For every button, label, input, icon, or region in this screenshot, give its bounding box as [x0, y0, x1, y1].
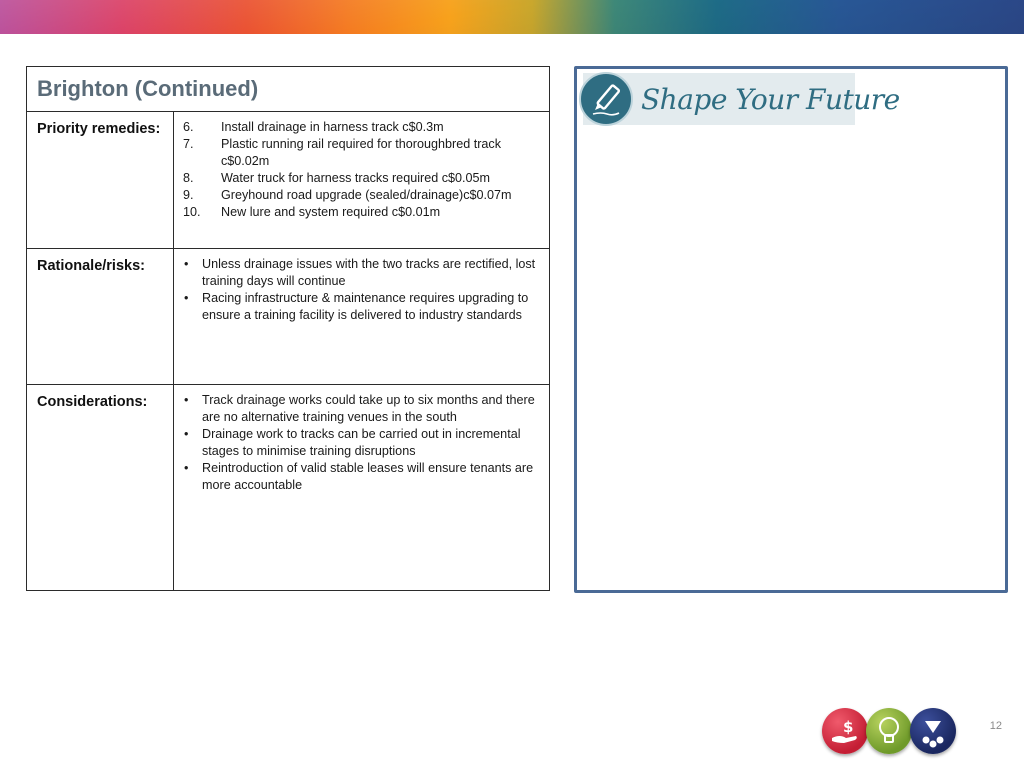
title-row: [27, 67, 549, 112]
row-label: Priority remedies:: [27, 112, 174, 248]
row-label: Considerations:: [27, 385, 174, 591]
page-title: Brighton (Continued): [37, 76, 259, 101]
list-item: 8. Water truck for harness tracks required c$0.05m: [183, 171, 491, 185]
list-item: 7. Plastic running rail required for thoroughbred track c$0.02m: [183, 137, 502, 168]
rationale-list: [183, 256, 539, 324]
shape-your-future-logo: [583, 73, 900, 125]
page-number: 12: [989, 720, 1002, 732]
list-item: • Reintroduction of valid stable leases will ensure tenants are more accountable: [184, 461, 534, 492]
lightbulb-icon: [866, 708, 912, 754]
list-item: • Unless drainage issues with the two tracks are rectified, lost training days will continue: [184, 257, 536, 288]
list-item: • Drainage work to tracks can be carried out in incremental stages to minimise training disruptions: [184, 427, 521, 458]
list-item: 9. Greyhound road upgrade (sealed/drainage)c$0.07m: [183, 188, 512, 202]
considerations-list: [183, 392, 539, 494]
list-item: • Track drainage works could take up to six months and there are no alternative training venues in the south: [184, 393, 535, 424]
considerations-row: [27, 385, 549, 591]
list-item: 6. Install drainage in harness track c$0.3m: [183, 120, 444, 134]
top-gradient-band: [0, 0, 1024, 34]
list-item: • Racing infrastructure & maintenance requires upgrading to ensure a training facility is delivered to industry standards: [184, 291, 529, 322]
people-icon: [910, 708, 956, 754]
list-item: 10. New lure and system required c$0.01m: [183, 205, 441, 219]
svg-text:$: $: [843, 718, 854, 736]
rationale-risks-row: [27, 249, 549, 385]
row-label: Rationale/risks:: [27, 249, 174, 384]
image-frame: [574, 66, 1008, 593]
priority-remedies-row: [27, 112, 549, 249]
dollar-hand-icon: [822, 708, 868, 754]
footer-icon-group: [822, 708, 958, 756]
logo-text: Shape Your Future: [641, 82, 900, 116]
remedies-table: [26, 66, 550, 591]
remedies-list: [183, 119, 539, 221]
pencil-icon: [579, 72, 633, 126]
